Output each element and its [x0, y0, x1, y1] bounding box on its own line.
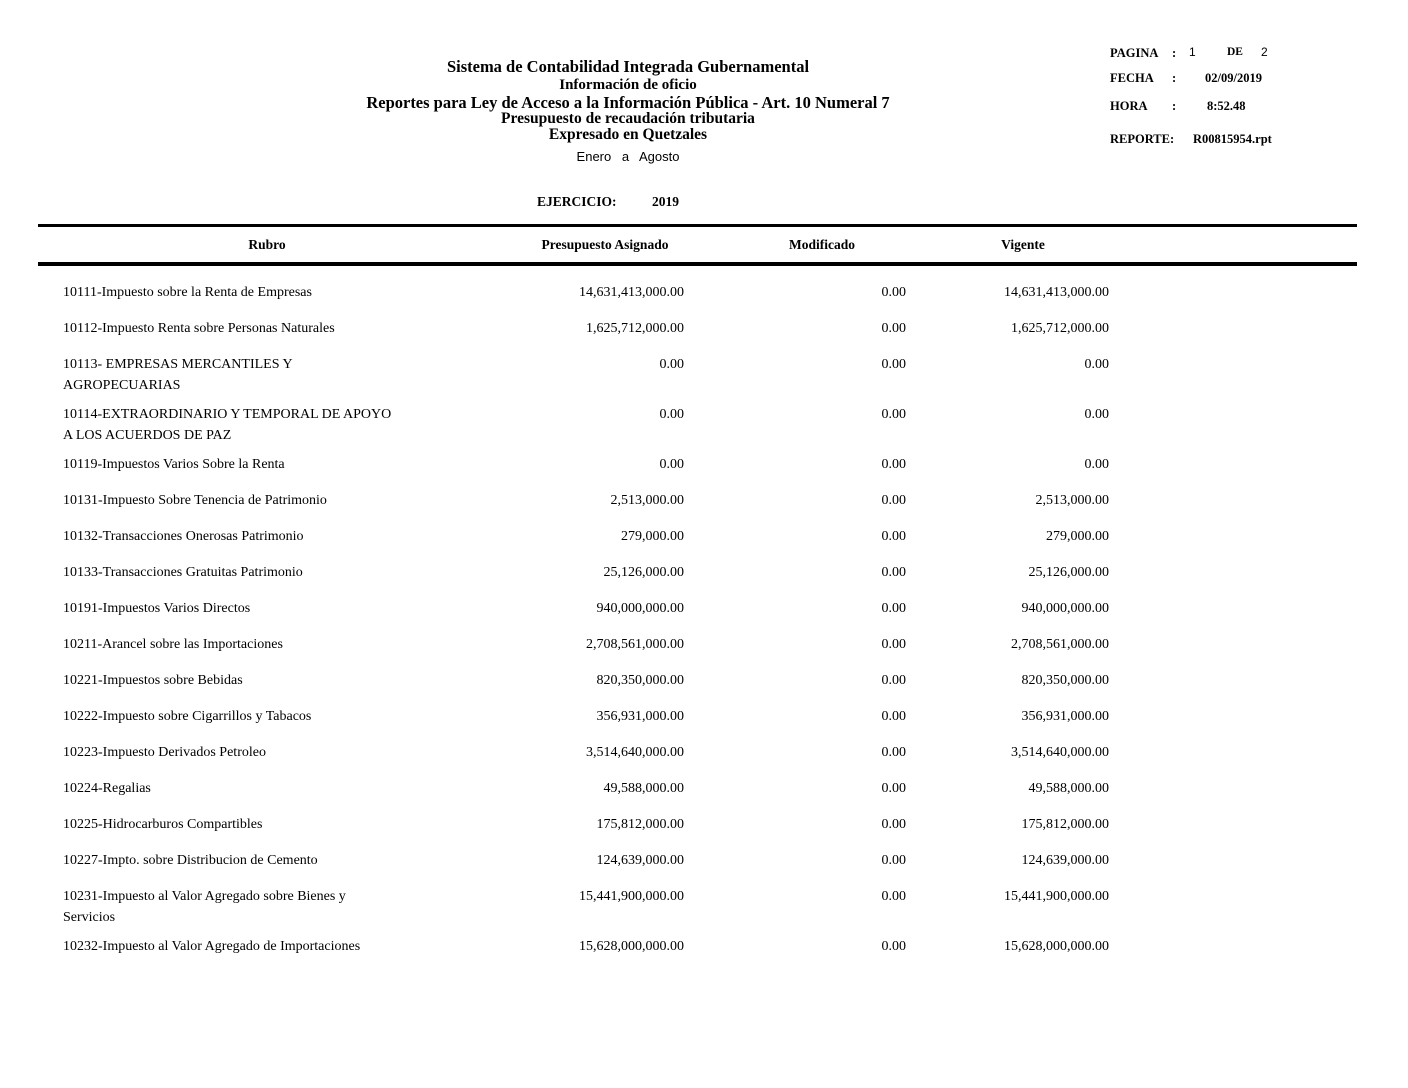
rubro-cell: 10211-Arancel sobre las Importaciones	[63, 637, 283, 652]
modificado-cell: 0.00	[881, 637, 906, 652]
rubro-cell: 10131-Impuesto Sobre Tenencia de Patrimonio	[63, 493, 327, 508]
fiscal-year-value: 2019	[652, 194, 679, 209]
modificado-cell: 0.00	[881, 853, 906, 868]
rubro-cell: 10132-Transacciones Onerosas Patrimonio	[63, 529, 304, 544]
time-value: 8:52.48	[1207, 99, 1246, 113]
rubro-cell: 10119-Impuestos Varios Sobre la Renta	[63, 457, 285, 472]
vigente-cell: 15,441,900,000.00	[1004, 889, 1109, 904]
rubro-cell: 10223-Impuesto Derivados Petroleo	[63, 745, 266, 760]
page-label: PAGINA	[1110, 46, 1159, 60]
rubro-cell: 10114-EXTRAORDINARIO Y TEMPORAL DE APOYO	[63, 407, 392, 422]
modificado-cell: 0.00	[881, 889, 906, 904]
vigente-cell: 0.00	[1084, 457, 1109, 472]
asignado-cell: 0.00	[659, 457, 684, 472]
rubro-cell: 10231-Impuesto al Valor Agregado sobre Bienes y	[63, 889, 346, 904]
column-header-asignado: Presupuesto Asignado	[541, 237, 669, 252]
asignado-cell: 0.00	[659, 357, 684, 372]
asignado-cell: 0.00	[659, 407, 684, 422]
page-total: 2	[1261, 45, 1268, 59]
asignado-cell: 2,708,561,000.00	[586, 637, 684, 652]
modificado-cell: 0.00	[881, 321, 906, 336]
date-colon: :	[1172, 71, 1177, 85]
modificado-cell: 0.00	[881, 709, 906, 724]
modificado-cell: 0.00	[881, 817, 906, 832]
vigente-cell: 356,931,000.00	[1021, 709, 1109, 724]
fiscal-year-label: EJERCICIO:	[537, 194, 617, 209]
rubro-cell: 10191-Impuestos Varios Directos	[63, 601, 251, 616]
column-header-modificado: Modificado	[789, 237, 855, 252]
report-title-system: Sistema de Contabilidad Integrada Gubernamental	[446, 57, 810, 76]
vigente-cell: 940,000,000.00	[1021, 601, 1109, 616]
report-title-subtitle: Información de oficio	[559, 77, 697, 93]
rubro-cell: 10111-Impuesto sobre la Renta de Empresas	[63, 285, 312, 300]
modificado-cell: 0.00	[881, 781, 906, 796]
vigente-cell: 1,625,712,000.00	[1011, 321, 1109, 336]
asignado-cell: 14,631,413,000.00	[579, 285, 684, 300]
modificado-cell: 0.00	[881, 601, 906, 616]
time-label: HORA	[1110, 99, 1148, 113]
asignado-cell: 175,812,000.00	[596, 817, 684, 832]
asignado-cell: 15,441,900,000.00	[579, 889, 684, 904]
modificado-cell: 0.00	[881, 529, 906, 544]
asignado-cell: 2,513,000.00	[610, 493, 684, 508]
modificado-cell: 0.00	[881, 745, 906, 760]
asignado-cell: 124,639,000.00	[596, 853, 684, 868]
asignado-cell: 25,126,000.00	[603, 565, 684, 580]
rubro-cell: 10112-Impuesto Renta sobre Personas Naturales	[63, 321, 335, 336]
report-file-label: REPORTE:	[1110, 132, 1175, 146]
rubro-cell: 10224-Regalias	[63, 781, 151, 796]
date-label: FECHA	[1110, 71, 1154, 85]
modificado-cell: 0.00	[881, 407, 906, 422]
rubro-cell: 10221-Impuestos sobre Bebidas	[63, 673, 243, 688]
vigente-cell: 124,639,000.00	[1021, 853, 1109, 868]
vigente-cell: 0.00	[1084, 407, 1109, 422]
rubro-cell: 10133-Transacciones Gratuitas Patrimonio	[63, 565, 303, 580]
report-file-value: R00815954.rpt	[1193, 132, 1272, 146]
modificado-cell: 0.00	[881, 565, 906, 580]
vigente-cell: 0.00	[1084, 357, 1109, 372]
rubro-cell: 10227-Impto. sobre Distribucion de Cemento	[63, 853, 318, 868]
modificado-cell: 0.00	[881, 357, 906, 372]
vigente-cell: 14,631,413,000.00	[1004, 285, 1109, 300]
modificado-cell: 0.00	[881, 673, 906, 688]
rubro-cell: 10222-Impuesto sobre Cigarrillos y Tabacos	[63, 709, 312, 724]
vigente-cell: 3,514,640,000.00	[1011, 745, 1109, 760]
modificado-cell: 0.00	[881, 285, 906, 300]
page-of-label: DE	[1227, 46, 1243, 58]
rubro-cell-line2: AGROPECUARIAS	[63, 378, 181, 393]
vigente-cell: 49,588,000.00	[1028, 781, 1109, 796]
asignado-cell: 940,000,000.00	[596, 601, 684, 616]
date-value: 02/09/2019	[1205, 71, 1262, 85]
modificado-cell: 0.00	[881, 457, 906, 472]
asignado-cell: 15,628,000,000.00	[579, 939, 684, 954]
vigente-cell: 175,812,000.00	[1021, 817, 1109, 832]
modificado-cell: 0.00	[881, 493, 906, 508]
page-colon: :	[1172, 46, 1177, 60]
asignado-cell: 49,588,000.00	[603, 781, 684, 796]
report-title-currency: Expresado en Quetzales	[548, 126, 708, 143]
vigente-cell: 2,708,561,000.00	[1011, 637, 1109, 652]
page-number: 1	[1189, 45, 1196, 59]
rubro-cell: 10113- EMPRESAS MERCANTILES Y	[63, 357, 293, 372]
modificado-cell: 0.00	[881, 939, 906, 954]
vigente-cell: 15,628,000,000.00	[1004, 939, 1109, 954]
asignado-cell: 1,625,712,000.00	[586, 321, 684, 336]
vigente-cell: 2,513,000.00	[1035, 493, 1109, 508]
asignado-cell: 356,931,000.00	[596, 709, 684, 724]
asignado-cell: 3,514,640,000.00	[586, 745, 684, 760]
rubro-cell-line2: Servicios	[63, 910, 116, 925]
column-header-rubro: Rubro	[248, 237, 286, 252]
report-title-budget: Presupuesto de recaudación tributaria	[501, 110, 755, 127]
rubro-cell-line2: A LOS ACUERDOS DE PAZ	[63, 428, 232, 443]
rubro-cell: 10225-Hidrocarburos Compartibles	[63, 817, 263, 832]
asignado-cell: 820,350,000.00	[596, 673, 684, 688]
report-period: Enero a Agosto	[576, 149, 680, 164]
column-header-vigente: Vigente	[1001, 237, 1045, 252]
rubro-cell: 10232-Impuesto al Valor Agregado de Importaciones	[63, 939, 361, 954]
vigente-cell: 820,350,000.00	[1021, 673, 1109, 688]
vigente-cell: 25,126,000.00	[1028, 565, 1109, 580]
asignado-cell: 279,000.00	[621, 529, 684, 544]
report-title-law: Reportes para Ley de Acceso a la Información Pública - Art. 10 Numeral 7	[366, 93, 890, 112]
vigente-cell: 279,000.00	[1046, 529, 1109, 544]
time-colon: :	[1172, 99, 1177, 113]
